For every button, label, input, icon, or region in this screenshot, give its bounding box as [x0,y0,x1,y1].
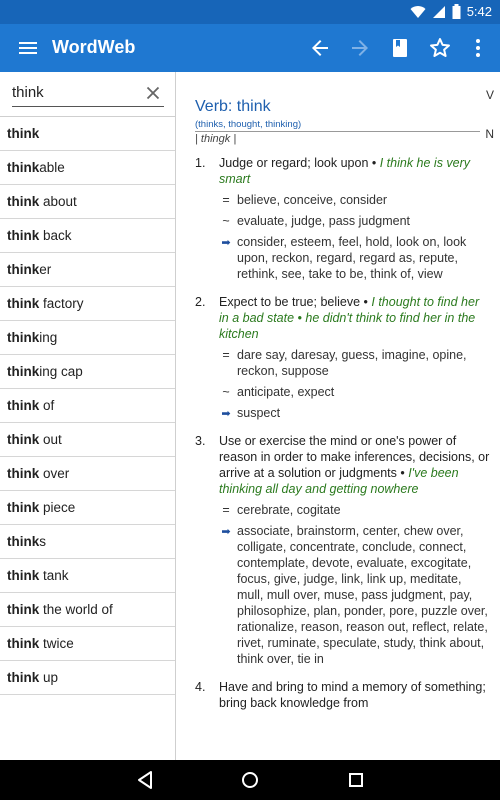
list-item-match: think [7,296,40,311]
similar-row [219,384,491,400]
word-list [0,117,175,695]
sense-example: I think he is very smart [219,156,471,186]
sense-item [195,679,491,711]
related-text[interactable]: associate, brainstorm, center, chew over, colligate, concentrate, conclude, connect, contemplate, devote, evaluate, excogitate, focus, give, judge, link, link up, meditate, mull, mull over, muse, pass judgment, pay, philosophize, plan, ponder, pore, puzzle over, rationalize, reason, reason out, reflect, relate, rivet, ruminate, speculate, study, think about, think over, tie in [237,524,488,666]
sense-item [195,433,491,667]
list-item-rest: factory [43,296,84,311]
related-arrow-icon: ➡ [221,408,231,420]
list-item-match: think [7,160,40,175]
definition-panel [176,72,500,760]
list-item-match: think [7,432,40,447]
bookmark-icon[interactable] [388,36,412,60]
list-item-think-piece[interactable] [0,491,175,525]
word-list-panel [0,72,176,760]
list-item-thinking-cap[interactable] [0,355,175,389]
list-item-rest: out [43,432,62,447]
section-index-verb[interactable]: V [485,88,494,102]
list-item-match: think [7,466,40,481]
wifi-icon [410,5,426,19]
sense-number: 4. [195,680,206,694]
entry-heading: Verb: think [195,98,271,115]
list-item-match: think [7,398,40,413]
list-item-think-out[interactable] [0,423,175,457]
list-item-match: think [7,602,40,617]
sense-example: I thought to find her in a bad state • he didn't think to find her in the kitchen [219,295,480,341]
more-vert-icon[interactable] [466,36,490,60]
list-item-think-of[interactable] [0,389,175,423]
synonyms-text[interactable]: believe, conceive, consider [237,193,388,207]
list-item-thinking[interactable] [0,321,175,355]
related-row [219,523,491,667]
list-item-think-over[interactable] [0,457,175,491]
similar-row [219,213,491,229]
list-item-rest: er [39,262,52,277]
app-bar [0,24,500,72]
status-bar [0,0,500,24]
recents-square-icon[interactable] [344,768,368,792]
entry-pronunciation: | thingk | [195,133,237,145]
list-item-rest: ing cap [39,364,83,379]
list-item-match: think [7,364,40,379]
menu-icon[interactable] [16,36,40,60]
list-item-rest: of [43,398,55,413]
synonyms-row [219,347,491,379]
sense-definition: Judge or regard; look upon • [219,156,380,170]
sense-definition: Expect to be true; believe • [219,295,372,309]
list-item-thinks[interactable] [0,525,175,559]
list-item-match: think [7,330,40,345]
list-item-think-the-world-of[interactable] [0,593,175,627]
list-item-match: think [7,500,40,515]
list-item-match: think [7,126,40,141]
clear-icon[interactable] [142,82,164,104]
list-item-rest: piece [43,500,76,515]
list-item-match: think [7,534,40,549]
list-item-match: think [7,228,40,243]
list-item-match: think [7,670,40,685]
synonyms-row [219,192,491,208]
sense-number: 1. [195,156,206,170]
list-item-match: think [7,568,40,583]
back-triangle-icon[interactable] [133,768,157,792]
status-time: 5:42 [466,4,492,19]
list-item-think-twice[interactable] [0,627,175,661]
list-item-match: think [7,636,40,651]
forward-arrow-icon[interactable] [348,36,372,60]
list-item-rest: about [43,194,77,209]
related-arrow-icon: ➡ [221,237,231,249]
definition-content [195,98,491,711]
list-item-rest: tank [43,568,69,583]
similar-text[interactable]: anticipate, expect [237,385,335,399]
list-item-rest: s [39,534,46,549]
sense-example: I've been thinking all day and getting nowhere [219,466,459,496]
synonyms-row [219,502,491,518]
list-item-think[interactable] [0,117,175,151]
app-title: WordWeb [52,37,136,57]
related-row [219,405,491,421]
entry-inflections: (thinks, thought, thinking) [195,119,480,132]
related-text[interactable]: suspect [237,406,281,420]
list-item-rest: ing [39,330,58,345]
search-input[interactable] [12,80,140,101]
search-field-underline [12,80,164,107]
list-item-thinker[interactable] [0,253,175,287]
sense-number: 3. [195,434,206,448]
section-index-noun[interactable]: N [485,127,494,141]
synonym-equals-icon: = [222,503,230,517]
similar-tilde-icon: ~ [222,214,230,228]
list-item-rest: twice [43,636,74,651]
home-circle-icon[interactable] [238,768,262,792]
list-item-match: think [7,262,40,277]
similar-text[interactable]: evaluate, judge, pass judgment [237,214,411,228]
list-item-think-up[interactable] [0,661,175,695]
sense-number: 2. [195,295,206,309]
synonyms-text[interactable]: cerebrate, cogitate [237,503,341,517]
list-item-rest: back [43,228,72,243]
star-icon[interactable] [428,36,452,60]
sense-item [195,294,491,421]
synonym-equals-icon: = [222,348,230,362]
navigation-bar [0,760,500,800]
list-item-think-tank[interactable] [0,559,175,593]
list-item-rest: the world of [43,602,113,617]
list-item-think-about[interactable] [0,185,175,219]
battery-icon [452,4,461,19]
back-arrow-icon[interactable] [308,36,332,60]
list-item-rest: up [43,670,59,685]
search-bar [0,72,175,117]
synonyms-text[interactable]: dare say, daresay, guess, imagine, opine, reckon, suppose [237,348,467,378]
similar-tilde-icon: ~ [222,385,230,399]
list-item-think-back[interactable] [0,219,175,253]
synonym-equals-icon: = [222,193,230,207]
sense-item [195,155,491,282]
list-item-match: think [7,194,40,209]
sense-definition: Use or exercise the mind or one's power of reason in order to make inferences, decisions, or arrive at a solution or judgments • [219,434,490,480]
related-arrow-icon: ➡ [221,526,231,538]
related-row [219,234,491,282]
list-item-thinkable[interactable] [0,151,175,185]
list-item-rest: over [43,466,70,481]
related-text[interactable]: consider, esteem, feel, hold, look on, look upon, reckon, regard, regard as, repute, rethink, see, take to be, think of, view [237,235,467,281]
sense-definition: Have and bring to mind a memory of something; bring back knowledge from [219,680,486,710]
list-item-rest: able [39,160,65,175]
list-item-think-factory[interactable] [0,287,175,321]
signal-icon [432,5,446,19]
